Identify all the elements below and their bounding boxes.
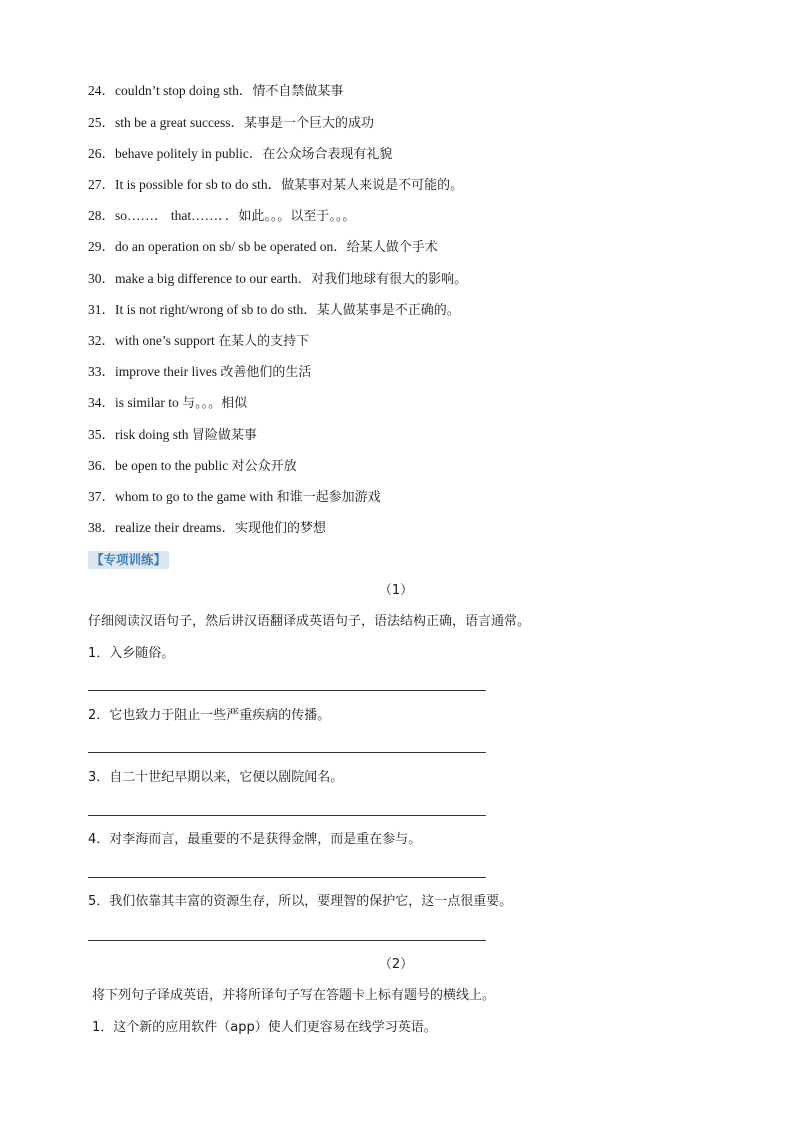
phrase-32: 32．with one’s support 在某人的支持下 [88,333,310,349]
answer-line-5[interactable] [88,940,486,941]
part-2-label: （2） [378,957,414,972]
section-tag: 【专项训练】 [88,551,169,569]
phrase-27: 27．It is possible for sb to do sth．做某事对某人来说是不可能的。 [88,177,464,193]
phrase-29: 29．do an operation on sb/ sb be operated on．给某人做个手术 [88,239,438,255]
phrase-34: 34．is similar to 与。。。相似 [88,395,248,411]
phrase-30: 30．make a big difference to our earth．对我们地球有很大的影响。 [88,271,468,287]
question-3: 3．自二十世纪早期以来，它便以剧院闻名。 [88,770,344,785]
phrase-36: 36．be open to the public 对公众开放 [88,458,297,474]
phrase-25: 25．sth be a great success．某事是一个巨大的成功 [88,115,374,131]
part-1-label: （1） [378,583,414,598]
phrase-31: 31．It is not right/wrong of sb to do sth．某人做某事是不正确的。 [88,302,460,318]
phrase-33: 33．improve their lives 改善他们的生活 [88,364,312,380]
phrase-26: 26．behave politely in public．在公众场合表现有礼貌 [88,146,393,162]
answer-line-2[interactable] [88,752,486,753]
phrase-24: 24．couldn’t stop doing sth．情不自禁做某事 [88,83,344,99]
phrase-38: 38．realize their dreams．实现他们的梦想 [88,520,326,536]
question-1: 1．入乡随俗。 [88,646,175,661]
part-1-instruction: 仔细阅读汉语句子，然后讲汉语翻译成英语句子，语法结构正确，语言通常。 [88,614,531,629]
question-4: 4．对李海而言，最重要的不是获得金牌，而是重在参与。 [88,832,422,847]
part-2-instruction: 将下列句子译成英语，并将所译句子写在答题卡上标有题号的横线上。 [92,988,496,1003]
question-2: 2．它也致力于阻止一些严重疾病的传播。 [88,708,331,723]
part-2-question-1: 1．这个新的应用软件（app）使人们更容易在线学习英语。 [92,1020,437,1035]
answer-line-1[interactable] [88,690,486,691]
question-5: 5．我们依靠其丰富的资源生存，所以，要理智的保护它，这一点很重要。 [88,894,513,909]
phrase-35: 35．risk doing sth 冒险做某事 [88,427,257,443]
phrase-37: 37．whom to go to the game with 和谁一起参加游戏 [88,489,381,505]
phrase-28: 28．so……． that……．．如此。。。以至于。。。 [88,208,356,224]
answer-line-3[interactable] [88,815,486,816]
answer-line-4[interactable] [88,877,486,878]
